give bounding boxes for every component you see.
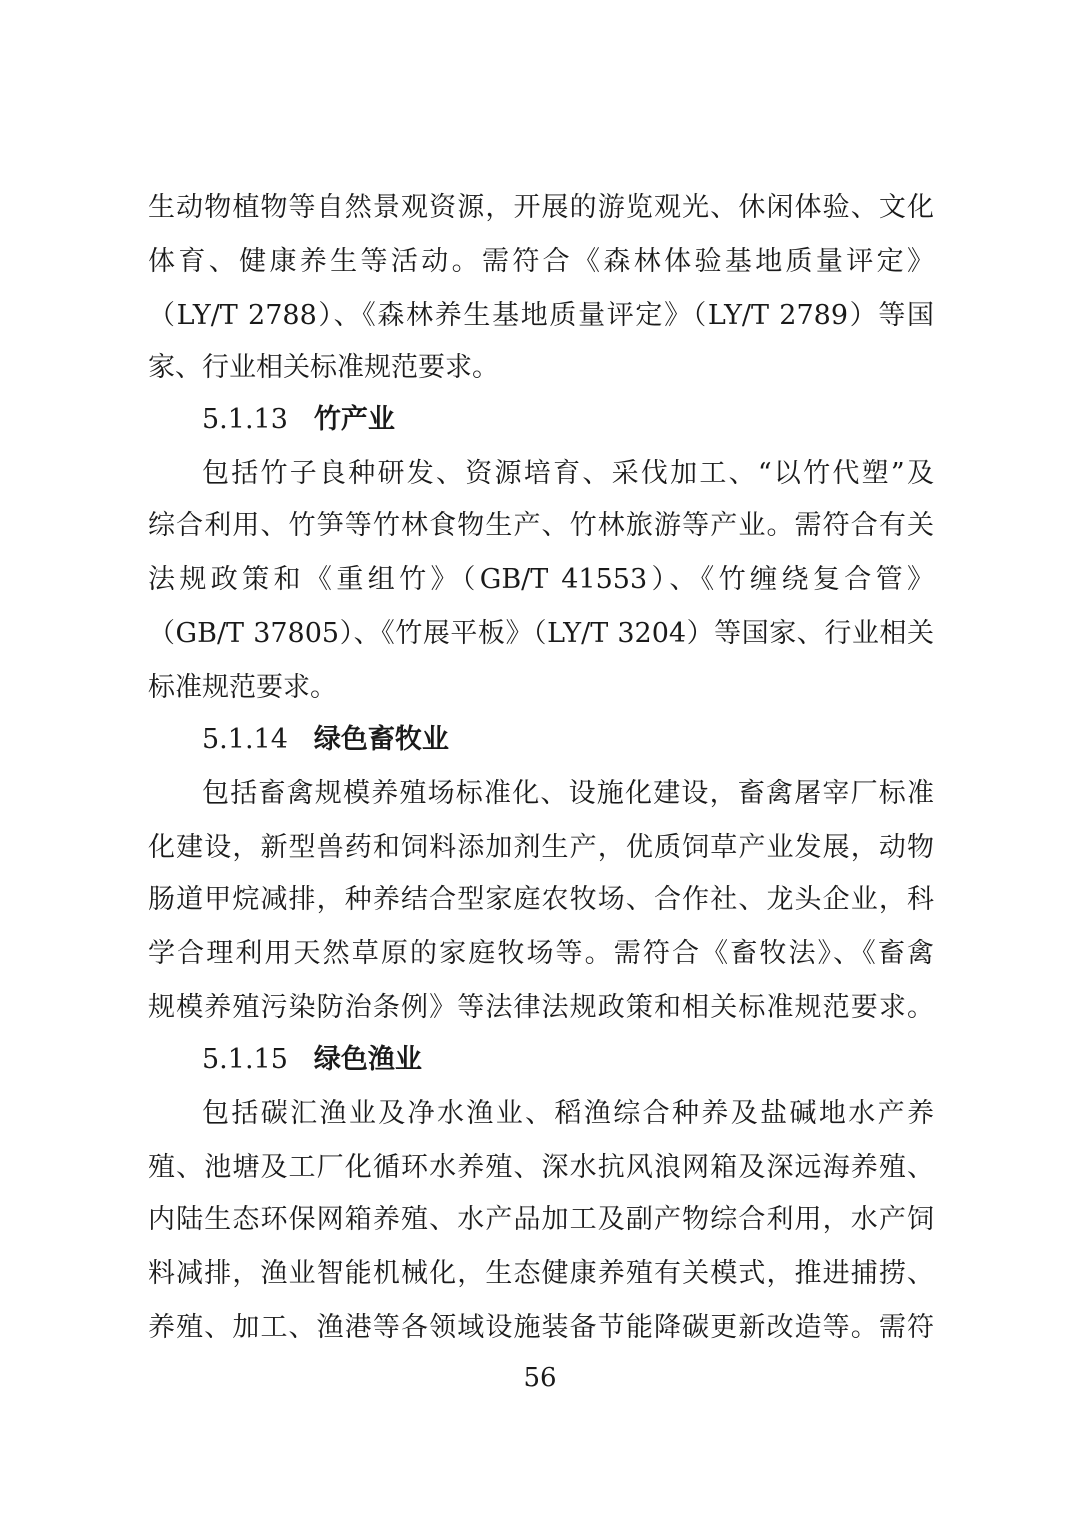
paragraph-line: 包括竹子良种研发、资源培育、采伐加工、“以竹代塑”及 xyxy=(202,458,934,489)
paragraph-line: 内陆生态环保网箱养殖、水产品加工及副产物综合利用，水产饲 xyxy=(148,1204,934,1235)
paragraph-line: 料减排，渔业智能机械化，生态健康养殖有关模式，推进捕捞、 xyxy=(148,1258,934,1289)
section-title: 竹产业 xyxy=(313,404,395,435)
section-heading-5-1-15 xyxy=(202,1033,422,1087)
section-title: 绿色畜牧业 xyxy=(313,724,449,755)
section-heading-5-1-13 xyxy=(202,393,395,447)
page-number: 56 xyxy=(523,1363,557,1393)
section-title: 绿色渔业 xyxy=(313,1044,422,1075)
section-number: 5.1.14 xyxy=(202,724,288,755)
paragraph-line: 家、行业相关标准规范要求。 xyxy=(148,352,499,383)
paragraph-line: 规模养殖污染防治条例》等法律法规政策和相关标准规范要求。 xyxy=(148,992,934,1023)
section-heading-5-1-14 xyxy=(202,713,449,767)
paragraph-line: 包括碳汇渔业及净水渔业、稻渔综合种养及盐碱地水产养 xyxy=(202,1098,934,1129)
paragraph-line: 体育、健康养生等活动。需符合《森林体验基地质量评定》 xyxy=(148,246,934,277)
section-number: 5.1.13 xyxy=(202,404,288,435)
paragraph-line: 养殖、加工、渔港等各领域设施装备节能降碳更新改造等。需符 xyxy=(148,1312,934,1343)
paragraph-line: 法规政策和《重组竹》（GB/T 41553）、《竹缠绕复合管》 xyxy=(148,564,934,595)
paragraph-line: 化建设，新型兽药和饲料添加剂生产，优质饲草产业发展，动物 xyxy=(148,832,934,863)
paragraph-line: 殖、池塘及工厂化循环水养殖、深水抗风浪网箱及深远海养殖、 xyxy=(148,1152,934,1183)
paragraph-line: （GB/T 37805）、《竹展平板》（LY/T 3204）等国家、行业相关 xyxy=(148,618,934,649)
paragraph-line: （LY/T 2788）、《森林养生基地质量评定》（LY/T 2789）等国 xyxy=(148,300,934,331)
paragraph-line: 综合利用、竹笋等竹林食物生产、竹林旅游等产业。需符合有关 xyxy=(148,510,934,541)
paragraph-line: 包括畜禽规模养殖场标准化、设施化建设，畜禽屠宰厂标准 xyxy=(202,778,934,809)
paragraph-line: 生动物植物等自然景观资源，开展的游览观光、休闲体验、文化 xyxy=(148,192,934,223)
paragraph-line: 肠道甲烷减排，种养结合型家庭农牧场、合作社、龙头企业，科 xyxy=(148,884,934,915)
paragraph-line: 学合理利用天然草原的家庭牧场等。需符合《畜牧法》、《畜禽 xyxy=(148,938,934,969)
paragraph-line: 标准规范要求。 xyxy=(148,672,337,703)
section-number: 5.1.15 xyxy=(202,1044,288,1075)
